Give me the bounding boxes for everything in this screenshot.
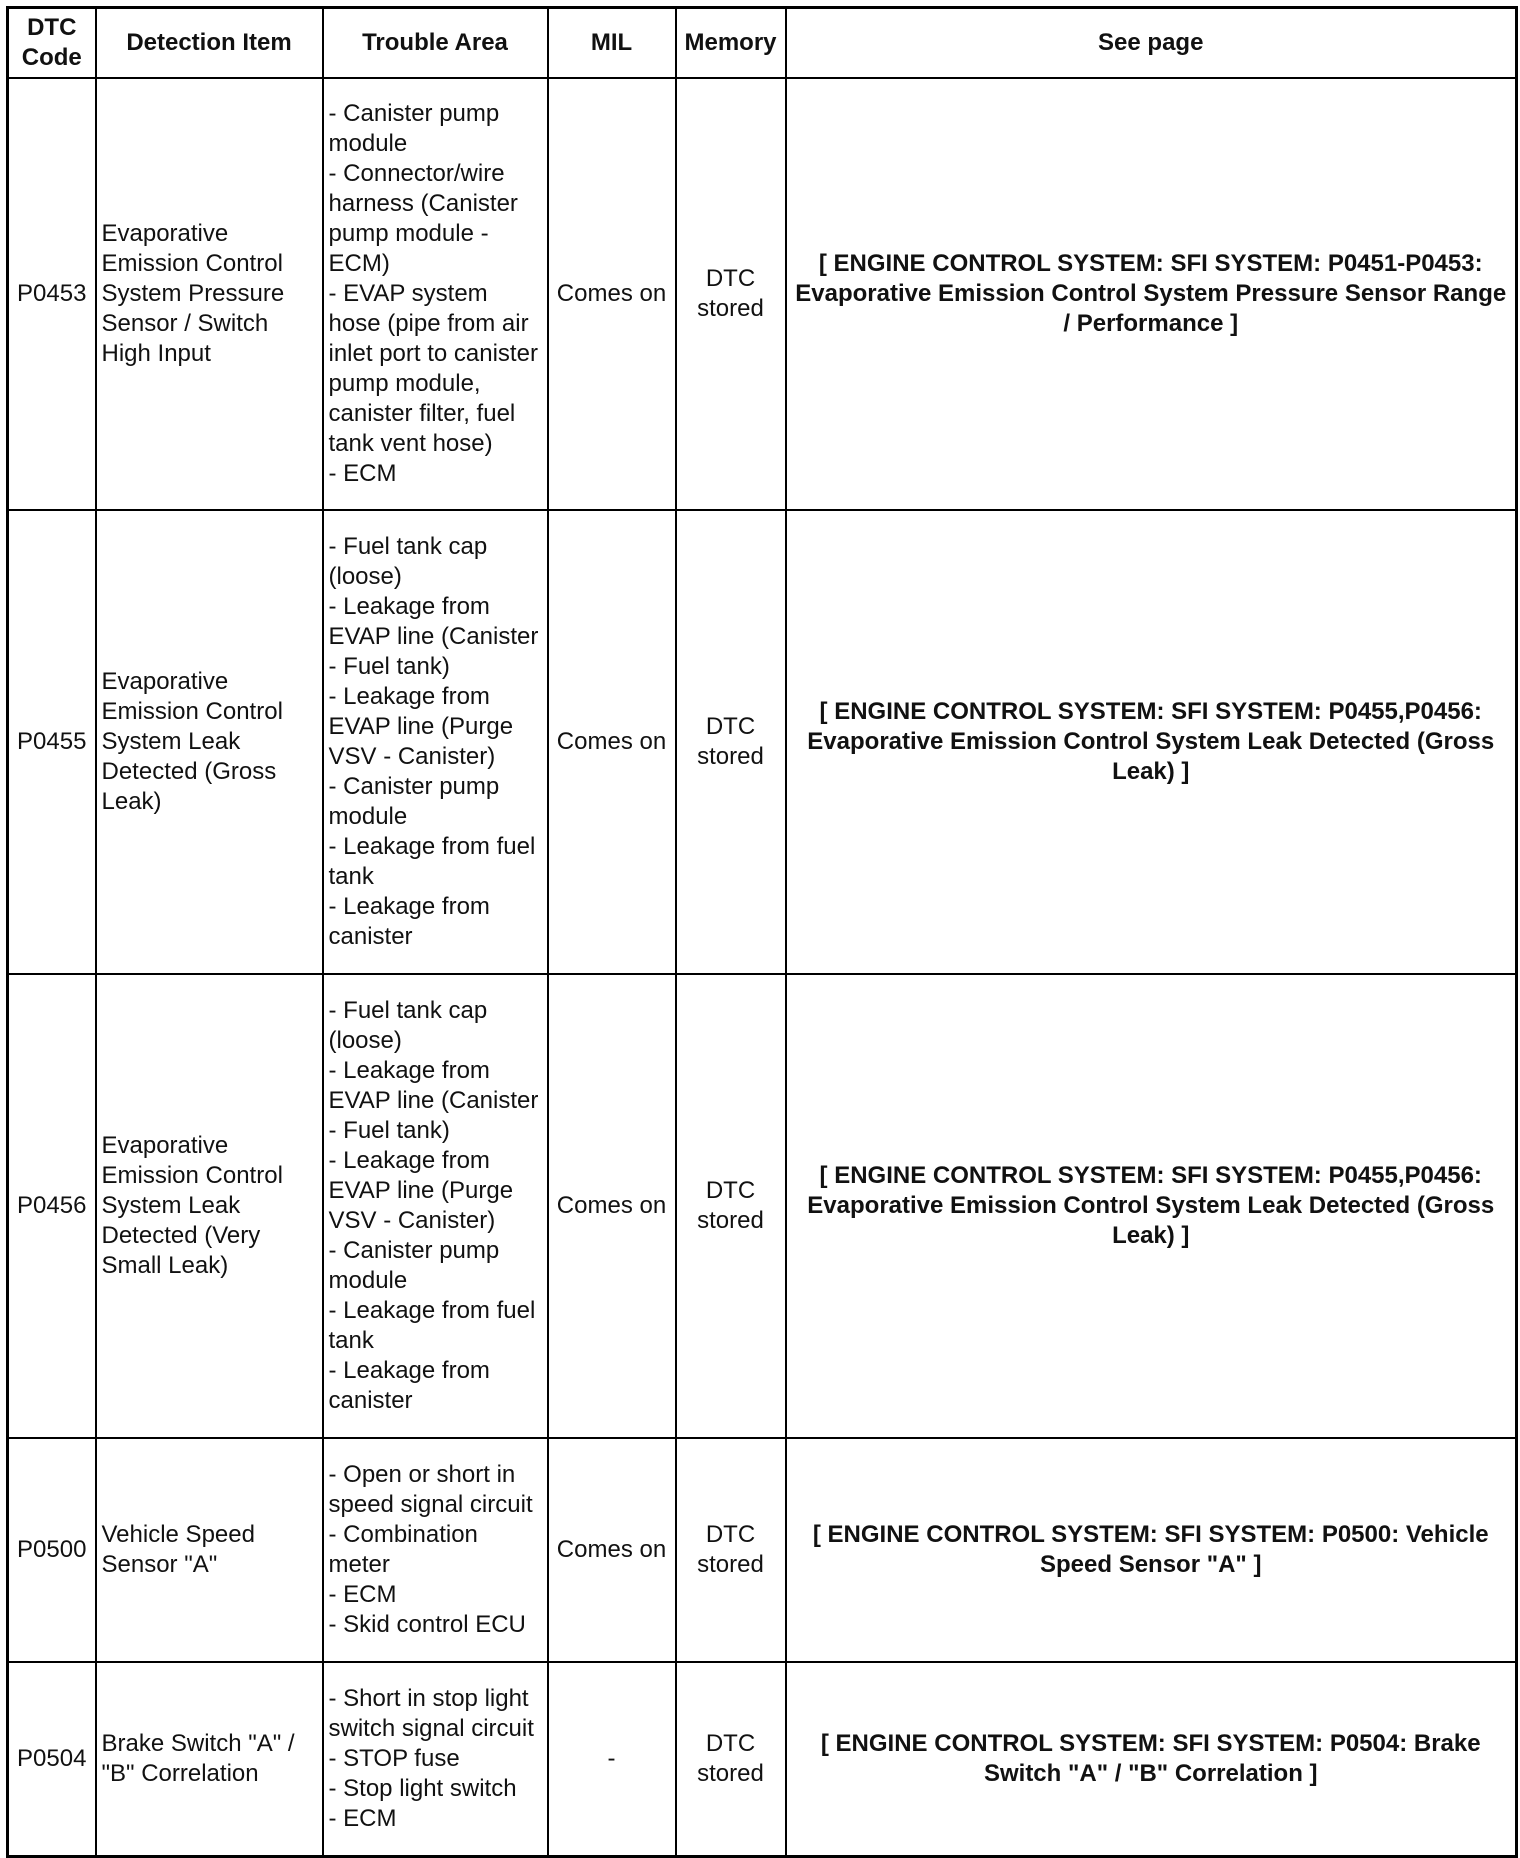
trouble-area-cell <box>323 1438 548 1662</box>
dtc-table <box>6 6 1518 1858</box>
detection-item-cell: Evaporative Emission Control System Leak Detected (Very Small Leak) <box>96 974 323 1438</box>
mil-cell: Comes on <box>548 78 676 510</box>
trouble-area-line: - Leakage from EVAP line (Purge VSV - Canister) <box>328 683 514 770</box>
trouble-area-cell <box>323 510 548 974</box>
trouble-area-line: - EVAP system hose (pipe from air inlet port to canister pump module, canister filter, fuel tank vent hose) <box>328 280 538 457</box>
trouble-area-line: - Combination meter <box>328 1521 478 1578</box>
header-memory: Memory <box>676 8 786 79</box>
dtc-code-cell: P0504 <box>8 1662 96 1856</box>
trouble-area-line: - ECM <box>328 1804 397 1832</box>
trouble-area-line: - Leakage from canister <box>328 893 490 950</box>
trouble-area-line: - ECM <box>328 460 397 487</box>
dtc-code-cell: P0456 <box>8 974 96 1438</box>
trouble-area-line: - Fuel tank cap (loose) <box>328 533 488 590</box>
see-page-link[interactable]: [ ENGINE CONTROL SYSTEM: SFI SYSTEM: P0500: Vehicle Speed Sensor "A" ] <box>786 1438 1517 1662</box>
memory-cell: DTC stored <box>676 974 786 1438</box>
detection-item-cell: Brake Switch "A" / "B" Correlation <box>96 1662 323 1856</box>
table-row <box>8 974 1517 1438</box>
trouble-area-line: - Leakage from fuel tank <box>328 833 536 890</box>
detection-item-cell: Vehicle Speed Sensor "A" <box>96 1438 323 1662</box>
mil-cell: - <box>548 1662 676 1856</box>
trouble-area-line: - Skid control ECU <box>328 1611 526 1638</box>
trouble-area-cell <box>323 1662 548 1856</box>
memory-cell: DTC stored <box>676 78 786 510</box>
mil-cell: Comes on <box>548 1438 676 1662</box>
trouble-area-line: - Leakage from fuel tank <box>328 1297 536 1354</box>
trouble-area-line: - Fuel tank cap (loose) <box>328 997 488 1054</box>
see-page-link[interactable]: [ ENGINE CONTROL SYSTEM: SFI SYSTEM: P0455,P0456: Evaporative Emission Control System Leak Detected (Gross Leak) ] <box>786 974 1517 1438</box>
trouble-area-line: - Leakage from EVAP line (Canister - Fuel tank) <box>328 593 539 680</box>
trouble-area-line: - Canister pump module <box>328 100 500 157</box>
header-detection-item: Detection Item <box>96 8 323 79</box>
table-row <box>8 510 1517 974</box>
table-row <box>8 1438 1517 1662</box>
trouble-area-cell <box>323 78 548 510</box>
trouble-area-line: - Stop light switch <box>328 1774 517 1802</box>
trouble-area-line: - Short in stop light switch signal circuit <box>328 1684 534 1742</box>
trouble-area-line: - ECM <box>328 1581 397 1608</box>
table-header <box>8 8 1517 79</box>
see-page-link[interactable]: [ ENGINE CONTROL SYSTEM: SFI SYSTEM: P0455,P0456: Evaporative Emission Control System Leak Detected (Gross Leak) ] <box>786 510 1517 974</box>
trouble-area-line: - Connector/wire harness (Canister pump module - ECM) <box>328 160 518 277</box>
dtc-code-cell: P0453 <box>8 78 96 510</box>
memory-cell: DTC stored <box>676 1662 786 1856</box>
mil-cell: Comes on <box>548 974 676 1438</box>
trouble-area-line: - Canister pump module <box>328 1237 500 1294</box>
header-trouble-area: Trouble Area <box>323 8 548 79</box>
header-dtc-code: DTC Code <box>8 8 96 79</box>
trouble-area-line: - Leakage from EVAP line (Canister - Fuel tank) <box>328 1057 539 1144</box>
see-page-link[interactable]: [ ENGINE CONTROL SYSTEM: SFI SYSTEM: P0504: Brake Switch "A" / "B" Correlation ] <box>786 1662 1517 1856</box>
table-row <box>8 1662 1517 1856</box>
header-row <box>8 8 1517 79</box>
trouble-area-cell <box>323 974 548 1438</box>
trouble-area-line: - Canister pump module <box>328 773 500 830</box>
trouble-area-line: - Leakage from EVAP line (Purge VSV - Canister) <box>328 1147 514 1234</box>
table-row <box>8 78 1517 510</box>
trouble-area-line: - STOP fuse <box>328 1744 460 1772</box>
table-body <box>8 78 1517 1856</box>
header-mil: MIL <box>548 8 676 79</box>
memory-cell: DTC stored <box>676 510 786 974</box>
header-see-page: See page <box>786 8 1517 79</box>
detection-item-cell: Evaporative Emission Control System Leak Detected (Gross Leak) <box>96 510 323 974</box>
trouble-area-line: - Leakage from canister <box>328 1357 490 1414</box>
dtc-code-cell: P0500 <box>8 1438 96 1662</box>
trouble-area-line: - Open or short in speed signal circuit <box>328 1461 533 1518</box>
see-page-link[interactable]: [ ENGINE CONTROL SYSTEM: SFI SYSTEM: P0451-P0453: Evaporative Emission Control System Pressure Sensor Range / Performance ] <box>786 78 1517 510</box>
dtc-code-cell: P0455 <box>8 510 96 974</box>
mil-cell: Comes on <box>548 510 676 974</box>
detection-item-cell: Evaporative Emission Control System Pressure Sensor / Switch High Input <box>96 78 323 510</box>
memory-cell: DTC stored <box>676 1438 786 1662</box>
